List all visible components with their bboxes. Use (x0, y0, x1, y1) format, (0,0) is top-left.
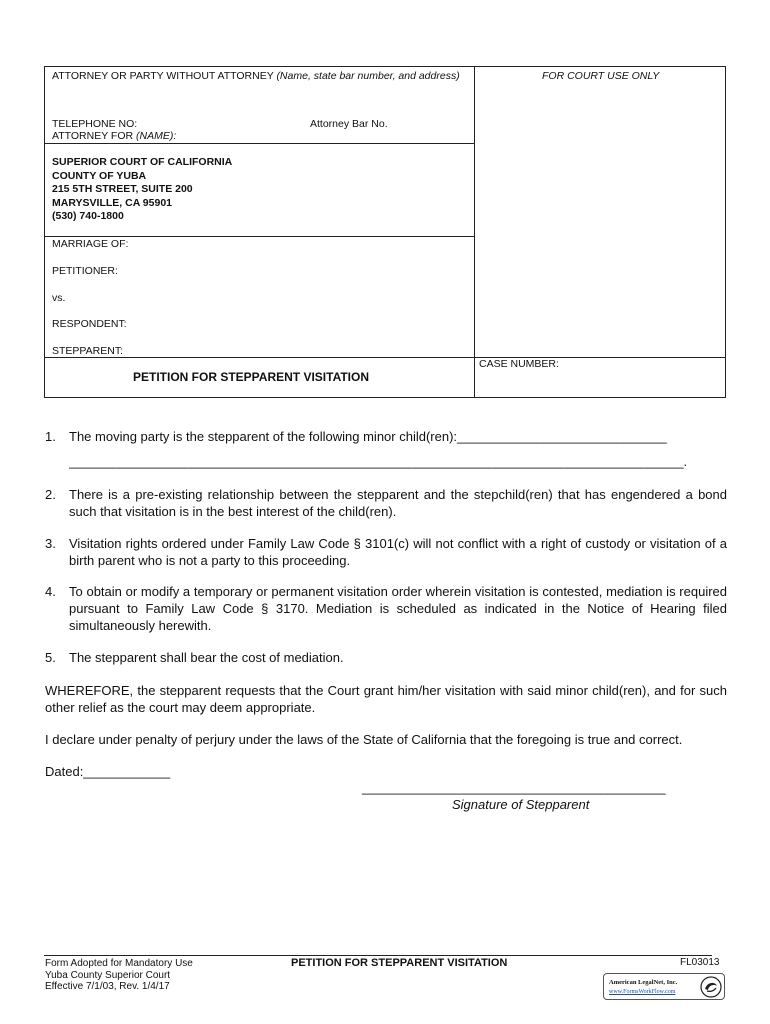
footer-rule (44, 955, 712, 956)
case-number-label: CASE NUMBER: (479, 358, 559, 370)
signature-label: Signature of Stepparent (452, 797, 590, 812)
respondent-label: RESPONDENT: (52, 318, 127, 330)
form-code: FL03013 (680, 957, 720, 968)
marriage-of-label: MARRIAGE OF: (52, 238, 129, 250)
wherefore-paragraph: WHEREFORE, the stepparent requests that the Court grant him/her visitation with said minor child(ren), and for such other relief as the court may deem appropriate. (45, 683, 727, 715)
footer-title: PETITION FOR STEPPARENT VISITATION (291, 957, 508, 969)
telephone-label: TELEPHONE NO: (52, 118, 138, 130)
brand-url[interactable]: www.FormsWorkFlow.com (609, 989, 676, 995)
form-title: PETITION FOR STEPPARENT VISITATION (133, 370, 370, 384)
attorney-for-label: ATTORNEY FOR (NAME): (52, 130, 177, 142)
court-address: SUPERIOR COURT OF CALIFORNIA COUNTY OF YUBA 215 5TH STREET, SUITE 200 MARYSVILLE, CA 95901 (530) 740-1800 (52, 156, 233, 222)
signature-line: __________________________________________ (362, 780, 666, 795)
item-5: 5. The stepparent shall bear the cost of mediation. (45, 650, 344, 665)
footer-adoption-info: Form Adopted for Mandatory Use Yuba County Superior Court Effective 7/1/03, Rev. 1/4/17 (45, 958, 193, 992)
item-3: 3. Visitation rights ordered under Family Law Code § 3101(c) will not conflict with a right of custody or visitation of a birth parent who is not a party to this proceeding. (45, 536, 727, 568)
stepparent-label: STEPPARENT: (52, 345, 123, 357)
item-4: 4. To obtain or modify a temporary or permanent visitation order wherein visitation is contested, mediation is required pursuant to Family Law Code § 3170. Mediation is scheduled as indicated in the Notice of Hearing filed simultaneously herewith. (45, 584, 727, 633)
brand-logo-icon (700, 976, 722, 998)
petitioner-label: PETITIONER: (52, 265, 118, 277)
dated-field: Dated:____________ (45, 764, 171, 779)
item-2: 2. There is a pre-existing relationship between the stepparent and the stepchild(ren) that has engendered a bond such that visitation is in the best interest of the child(ren). (45, 487, 727, 519)
brand-box (603, 973, 725, 1000)
attorney-label: ATTORNEY OR PARTY WITHOUT ATTORNEY (Name, state bar number, and address) (52, 70, 460, 82)
item-1-continuation: _____________________________________________________________________________________. (69, 454, 688, 469)
item-1: 1. The moving party is the stepparent of the following minor child(ren):_____________________________ (45, 429, 667, 444)
declaration-paragraph: I declare under penalty of perjury under the laws of the State of California that the foregoing is true and correct. (45, 732, 683, 747)
vs-label: vs. (52, 292, 66, 304)
brand-name: American LegalNet, Inc. (609, 979, 678, 986)
attorney-bar-label: Attorney Bar No. (310, 118, 388, 130)
court-use-label: FOR COURT USE ONLY (542, 70, 660, 82)
